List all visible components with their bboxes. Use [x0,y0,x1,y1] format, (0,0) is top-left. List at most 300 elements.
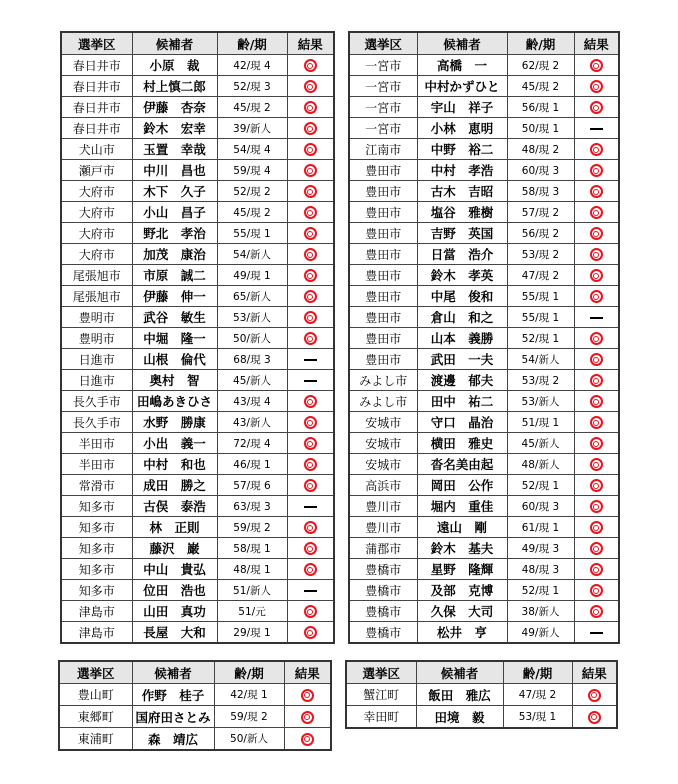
header-district: 選挙区 [346,661,416,684]
district-cell: 長久手市 [61,412,132,433]
result-cell [287,265,334,286]
results-table-1 [60,31,335,644]
district-cell: 豊山町 [59,684,132,706]
candidate-cell: 田嶋あきひさ [132,391,217,412]
candidate-cell: 長屋 大和 [132,622,217,644]
header-candidate: 候補者 [416,661,503,684]
result-cell [287,202,334,223]
result-cell [287,622,334,644]
district-cell: 大府市 [61,223,132,244]
result-cell [574,223,619,244]
table-row [349,454,619,475]
table-row [349,391,619,412]
header-result: 結果 [284,661,331,684]
elected-double-circle-icon [590,500,603,513]
candidate-cell: 中尾 俊和 [417,286,507,307]
age-term-cell: 50/現 1 [507,118,574,139]
table-row [349,559,619,580]
elected-double-circle-icon [590,269,603,282]
district-cell: 豊橋市 [349,601,417,622]
elected-double-circle-icon [590,164,603,177]
district-cell: 春日井市 [61,118,132,139]
district-cell: 知多市 [61,538,132,559]
result-cell [287,328,334,349]
not-elected-dash-icon [590,632,603,634]
district-cell: 豊田市 [349,244,417,265]
age-term-cell: 55/現 1 [217,223,287,244]
result-cell [287,370,334,391]
elected-double-circle-icon [588,711,601,724]
age-term-cell: 50/新人 [214,728,284,751]
age-term-cell: 62/現 2 [507,55,574,76]
table-row [349,496,619,517]
header-result: 結果 [287,32,334,55]
district-cell: 豊田市 [349,223,417,244]
result-cell [574,454,619,475]
table-row [61,496,334,517]
candidate-cell: 久保 大司 [417,601,507,622]
age-term-cell: 53/現 2 [507,244,574,265]
candidate-cell: 中川 昌也 [132,160,217,181]
age-term-cell: 55/現 1 [507,286,574,307]
result-cell [574,118,619,139]
results-table-3 [58,660,332,751]
district-cell: 幸田町 [346,706,416,729]
candidate-cell: 中村 和也 [132,454,217,475]
result-cell [574,412,619,433]
candidate-cell: 市原 誠二 [132,265,217,286]
result-cell [287,55,334,76]
age-term-cell: 60/現 3 [507,496,574,517]
district-cell: 尾張旭市 [61,265,132,286]
elected-double-circle-icon [304,59,317,72]
age-term-cell: 45/新人 [507,433,574,454]
district-cell: 知多市 [61,559,132,580]
district-cell: 春日井市 [61,97,132,118]
district-cell: 豊明市 [61,328,132,349]
age-term-cell: 47/現 2 [503,684,572,706]
district-cell: 豊川市 [349,496,417,517]
age-term-cell: 54/新人 [217,244,287,265]
candidate-cell: 宇山 祥子 [417,97,507,118]
table-row [349,580,619,601]
age-term-cell: 49/現 3 [507,538,574,559]
result-cell [574,76,619,97]
result-cell [287,286,334,307]
age-term-cell: 45/現 2 [217,202,287,223]
age-term-cell: 56/現 1 [507,97,574,118]
elected-double-circle-icon [590,227,603,240]
table-row [349,538,619,559]
district-cell: 津島市 [61,601,132,622]
header-candidate: 候補者 [132,661,214,684]
table-row [346,706,617,729]
elected-double-circle-icon [590,332,603,345]
age-term-cell: 47/現 2 [507,265,574,286]
not-elected-dash-icon [304,590,317,592]
candidate-cell: 山根 倫代 [132,349,217,370]
result-cell [287,139,334,160]
district-cell: 瀬戸市 [61,160,132,181]
age-term-cell: 54/新人 [507,349,574,370]
table-row [61,433,334,454]
elected-double-circle-icon [590,143,603,156]
table-row [61,181,334,202]
candidate-cell: 及部 克博 [417,580,507,601]
result-cell [287,412,334,433]
elected-double-circle-icon [590,437,603,450]
age-term-cell: 49/新人 [507,622,574,644]
candidate-cell: 林 正則 [132,517,217,538]
candidate-cell: 中山 貴弘 [132,559,217,580]
result-cell [572,706,617,729]
elected-double-circle-icon [304,542,317,555]
result-cell [574,433,619,454]
table-row [349,328,619,349]
elected-double-circle-icon [590,479,603,492]
district-cell: 高浜市 [349,475,417,496]
age-term-cell: 50/新人 [217,328,287,349]
age-term-cell: 48/新人 [507,454,574,475]
age-term-cell: 42/現 1 [214,684,284,706]
header-age-term: 齢/期 [507,32,574,55]
elected-double-circle-icon [590,206,603,219]
candidate-cell: 中野 裕二 [417,139,507,160]
candidate-cell: 堀内 重佳 [417,496,507,517]
elected-double-circle-icon [304,269,317,282]
elected-double-circle-icon [590,59,603,72]
header-age-term: 齢/期 [217,32,287,55]
elected-double-circle-icon [304,416,317,429]
district-cell: 蟹江町 [346,684,416,706]
result-cell [574,538,619,559]
district-cell: 大府市 [61,202,132,223]
table-header [349,32,619,55]
district-cell: 安城市 [349,433,417,454]
candidate-cell: 遠山 剛 [417,517,507,538]
result-cell [574,349,619,370]
table-row [61,223,334,244]
table-row [349,307,619,328]
age-term-cell: 43/新人 [217,412,287,433]
result-cell [574,496,619,517]
elected-double-circle-icon [590,542,603,555]
result-cell [287,601,334,622]
elected-double-circle-icon [304,206,317,219]
table-row [349,286,619,307]
elected-double-circle-icon [590,248,603,261]
district-cell: 尾張旭市 [61,286,132,307]
district-cell: 豊田市 [349,265,417,286]
age-term-cell: 59/現 4 [217,160,287,181]
candidate-cell: 沓名美由起 [417,454,507,475]
district-cell: 一宮市 [349,97,417,118]
table-row [349,349,619,370]
header-district: 選挙区 [349,32,417,55]
result-cell [574,244,619,265]
elected-double-circle-icon [588,689,601,702]
elected-double-circle-icon [304,605,317,618]
elected-double-circle-icon [301,711,314,724]
result-cell [574,559,619,580]
header-age-term: 齢/期 [503,661,572,684]
district-cell: 大府市 [61,244,132,265]
table-row [349,97,619,118]
header-district: 選挙区 [61,32,132,55]
result-cell [574,160,619,181]
candidate-cell: 中村 孝浩 [417,160,507,181]
district-cell: 豊明市 [61,307,132,328]
age-term-cell: 52/現 1 [507,475,574,496]
table-row [349,433,619,454]
result-cell [574,622,619,644]
district-cell: 知多市 [61,580,132,601]
table-row [61,622,334,644]
age-term-cell: 53/現 2 [507,370,574,391]
table-header [61,32,334,55]
table-row [349,622,619,644]
table-row [349,139,619,160]
district-cell: 日進市 [61,349,132,370]
elected-double-circle-icon [590,458,603,471]
not-elected-dash-icon [304,506,317,508]
district-cell: 一宮市 [349,55,417,76]
district-cell: 東浦町 [59,728,132,751]
elected-double-circle-icon [590,584,603,597]
district-cell: 日進市 [61,370,132,391]
age-term-cell: 46/現 1 [217,454,287,475]
district-cell: 豊田市 [349,328,417,349]
age-term-cell: 38/新人 [507,601,574,622]
result-cell [287,97,334,118]
age-term-cell: 51/元 [217,601,287,622]
district-cell: 津島市 [61,622,132,644]
district-cell: 豊田市 [349,307,417,328]
candidate-cell: 古木 吉昭 [417,181,507,202]
district-cell: 豊田市 [349,349,417,370]
candidate-cell: 岡田 公作 [417,475,507,496]
candidate-cell: 加茂 康治 [132,244,217,265]
age-term-cell: 55/現 1 [507,307,574,328]
table-row [349,181,619,202]
elected-double-circle-icon [590,395,603,408]
age-term-cell: 53/現 1 [503,706,572,729]
age-term-cell: 54/現 4 [217,139,287,160]
district-cell: 常滑市 [61,475,132,496]
district-cell: 安城市 [349,454,417,475]
age-term-cell: 48/現 3 [507,559,574,580]
age-term-cell: 58/現 1 [217,538,287,559]
district-cell: 知多市 [61,517,132,538]
table-row [61,391,334,412]
district-cell: 春日井市 [61,55,132,76]
not-elected-dash-icon [304,380,317,382]
table-row [61,412,334,433]
table-row [61,328,334,349]
result-cell [287,76,334,97]
elected-double-circle-icon [304,101,317,114]
age-term-cell: 53/新人 [217,307,287,328]
candidate-cell: 藤沢 巌 [132,538,217,559]
result-cell [574,391,619,412]
table-row [349,118,619,139]
elected-double-circle-icon [304,143,317,156]
result-cell [574,517,619,538]
district-cell: 豊橋市 [349,580,417,601]
elected-double-circle-icon [304,458,317,471]
candidate-cell: 伊藤 杏奈 [132,97,217,118]
candidate-cell: 星野 隆輝 [417,559,507,580]
age-term-cell: 52/現 1 [507,580,574,601]
district-cell: 一宮市 [349,76,417,97]
district-cell: 半田市 [61,454,132,475]
candidate-cell: 飯田 雅広 [416,684,503,706]
table-row [61,307,334,328]
candidate-cell: 守口 晶治 [417,412,507,433]
elected-double-circle-icon [590,353,603,366]
age-term-cell: 60/現 3 [507,160,574,181]
result-cell [574,181,619,202]
district-cell: 大府市 [61,181,132,202]
table-row [61,601,334,622]
candidate-cell: 田中 祐二 [417,391,507,412]
header-age-term: 齢/期 [214,661,284,684]
candidate-cell: 山田 真功 [132,601,217,622]
result-cell [287,391,334,412]
district-cell: 半田市 [61,433,132,454]
candidate-cell: 森 靖広 [132,728,214,751]
age-term-cell: 29/現 1 [217,622,287,644]
table-row [59,706,331,728]
district-cell: 春日井市 [61,76,132,97]
age-term-cell: 57/現 6 [217,475,287,496]
table-row [61,580,334,601]
result-cell [574,370,619,391]
results-table-4 [345,660,618,729]
candidate-cell: 山本 義勝 [417,328,507,349]
candidate-cell: 武田 一夫 [417,349,507,370]
district-cell: 豊田市 [349,160,417,181]
result-cell [287,475,334,496]
candidate-cell: 塩谷 雅樹 [417,202,507,223]
table-row [346,684,617,706]
candidate-cell: 中村かずひと [417,76,507,97]
elected-double-circle-icon [590,374,603,387]
age-term-cell: 65/新人 [217,286,287,307]
candidate-cell: 小山 昌子 [132,202,217,223]
district-cell: 江南市 [349,139,417,160]
district-cell: 犬山市 [61,139,132,160]
age-term-cell: 48/現 2 [507,139,574,160]
candidate-cell: 高橋 一 [417,55,507,76]
age-term-cell: 57/現 2 [507,202,574,223]
candidate-cell: 位田 浩也 [132,580,217,601]
table-row [349,160,619,181]
table-row [61,160,334,181]
age-term-cell: 42/現 4 [217,55,287,76]
table-row [349,55,619,76]
table-row [349,244,619,265]
header-candidate: 候補者 [132,32,217,55]
table-row [59,728,331,751]
age-term-cell: 45/現 2 [507,76,574,97]
result-cell [574,55,619,76]
result-cell [287,349,334,370]
age-term-cell: 49/現 1 [217,265,287,286]
candidate-cell: 武谷 敏生 [132,307,217,328]
age-term-cell: 43/現 4 [217,391,287,412]
elected-double-circle-icon [590,605,603,618]
elected-double-circle-icon [304,227,317,240]
candidate-cell: 倉山 和之 [417,307,507,328]
age-term-cell: 53/新人 [507,391,574,412]
elected-double-circle-icon [304,563,317,576]
district-cell: 豊田市 [349,286,417,307]
elected-double-circle-icon [301,733,314,746]
not-elected-dash-icon [304,359,317,361]
age-term-cell: 51/現 1 [507,412,574,433]
table-row [59,684,331,706]
candidate-cell: 渡邊 郁夫 [417,370,507,391]
candidate-cell: 小原 裁 [132,55,217,76]
result-cell [287,181,334,202]
elected-double-circle-icon [301,689,314,702]
district-cell: 豊川市 [349,517,417,538]
district-cell: 豊橋市 [349,622,417,644]
table-row [61,244,334,265]
table-row [61,370,334,391]
candidate-cell: 横田 雅史 [417,433,507,454]
district-cell: 豊田市 [349,202,417,223]
elected-double-circle-icon [304,479,317,492]
result-cell [287,517,334,538]
candidate-cell: 木下 久子 [132,181,217,202]
elected-double-circle-icon [304,80,317,93]
candidate-cell: 日當 浩介 [417,244,507,265]
candidate-cell: 吉野 英国 [417,223,507,244]
result-cell [287,160,334,181]
result-cell [287,223,334,244]
table-header [59,661,331,684]
elected-double-circle-icon [590,185,603,198]
table-row [349,265,619,286]
table-row [61,265,334,286]
district-cell: 知多市 [61,496,132,517]
result-cell [574,601,619,622]
candidate-cell: 村上慎二郎 [132,76,217,97]
district-cell: 一宮市 [349,118,417,139]
candidate-cell: 中堀 隆一 [132,328,217,349]
result-cell [574,265,619,286]
age-term-cell: 45/新人 [217,370,287,391]
result-cell [287,559,334,580]
table-row [61,475,334,496]
candidate-cell: 鈴木 孝英 [417,265,507,286]
age-term-cell: 45/現 2 [217,97,287,118]
age-term-cell: 72/現 4 [217,433,287,454]
age-term-cell: 59/現 2 [217,517,287,538]
elected-double-circle-icon [304,185,317,198]
table-row [349,223,619,244]
elected-double-circle-icon [304,164,317,177]
candidate-cell: 国府田さとみ [132,706,214,728]
elected-double-circle-icon [590,80,603,93]
elected-double-circle-icon [304,290,317,303]
elected-double-circle-icon [304,332,317,345]
age-term-cell: 52/現 1 [507,328,574,349]
result-cell [287,244,334,265]
candidate-cell: 田境 毅 [416,706,503,729]
